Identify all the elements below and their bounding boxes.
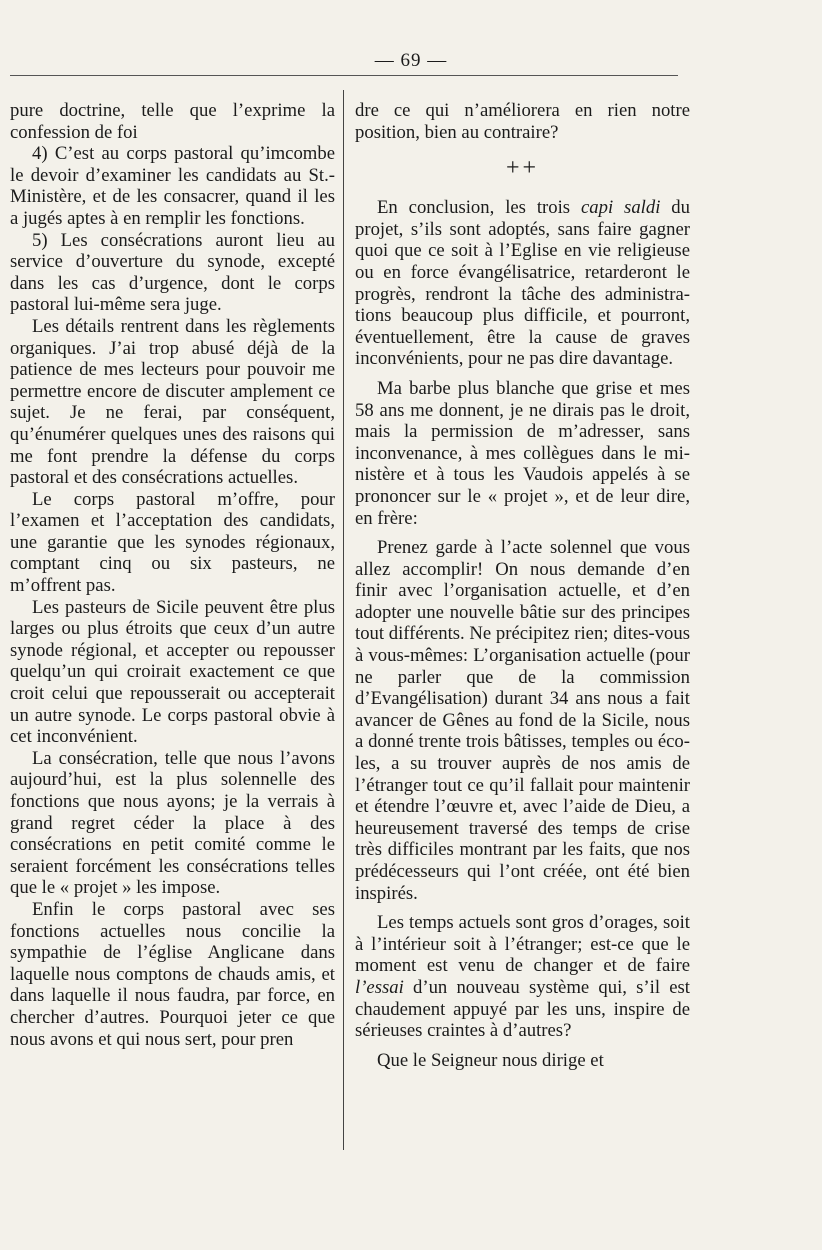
paragraph-continuation: dre ce qui n’améliorera en rien notre position, bien au contraire? [355, 100, 690, 143]
paragraph-anglican-church: Enfin le corps pastoral avec ses fonctions actuelles nous concilie la sympathie de l’église Anglicane dans laquelle nous comptons de chauds amis, et dans laquelle il nous faudra, par force, en chercher d’autres. Pourquoi jeter ce que nous avons et qui nous sert, pour pren [10, 898, 335, 1050]
paragraph-current-times: Les temps actuels sont gros d’orages, soit à l’intérieur soit à l’étranger; est-ce que le moment est venu de changer et de faire l’essai d’un nouveau système qui, s’il est chaudement appuyé par les uns, inspire de sérieuses craintes à d’autres? [355, 912, 690, 1042]
paragraph-beard: Ma barbe plus blanche que grise et mes 58 ans me donnent, je ne dirais pas le droit, mais la permission de m’adresser, sans inconvenance, à mes collègues dans le ministère et à tous les Vaudois appelés à se prononcer sur le « projet », et de leur dire, en frère: [355, 377, 690, 529]
paragraph-warning: Prenez garde à l’acte solennel que vous allez accomplir! On nous demande d’en finir avec l’organisation actuelle, et d’en adopter une nouvelle bâtie sur des principes tout différents. Ne précipitez rien; dites-vous à vous-mêmes: L’organisation actuelle (pour ne parler que de la commission d’Evangélisation) durant 34 ans nous a fait avancer de Gênes au fond de la Sicile, nous a donné trente trois bâtisses, temples ou écoles, a su trouver auprès de nos amis de l’étranger tout ce qu’il fallait pour maintenir et étendre l’œuvre et, avec l’aide de Dieu, a heureusement traversé des temps de crise très difficiles montrant par les faits, que nos prédécesseurs qui l’ont créée, ont été bien inspirés. [355, 537, 690, 904]
section-separator: ++ [505, 155, 540, 182]
paragraph-conclusion: En conclusion, les trois capi saldi du projet, s’ils sont adoptés, sans faire gagner quoi que ce soit à l’Eglise en vie religieuse ou en force évangélisatrice, retarderont le progrès, rendront la tâche des administrations beaucoup plus difficile, et pourront, éventuellement, être la cause de graves inconvénients, pour ne pas dire davantage. [355, 197, 690, 370]
column-divider [343, 90, 344, 1150]
paragraph-article-5: 5) Les consécrations auront lieu au service d’ouverture du synode, excepté dans les cas d’urgence, dont le corps pastoral lui-même sera juge. [10, 229, 335, 316]
paragraph-consecration: La consécration, telle que nous l’avons aujourd’hui, est la plus solennelle des fonctions que nous ayons; je la verrais à grand regret céder la place à des consécrations en petit comité comme le seraient forcément les consécrations telles que le « projet » les impose. [10, 747, 335, 899]
paragraph-details: Les détails rentrent dans les règlements organiques. J’ai trop abusé déjà de la patience de mes lecteurs pour pouvoir me permettre encore de discuter amplement ce sujet. Je ne ferai, par conséquent, qu’énumérer quelques unes des raisons qui me font prendre la défense du corps pastoral et des consécrations actuelles. [10, 315, 335, 489]
italic-term: capi saldi [580, 197, 661, 219]
header-rule [10, 75, 678, 76]
right-column [355, 100, 690, 1071]
paragraph-sicily-pastors: Les pasteurs de Sicile peuvent être plus larges ou plus étroits que ceux d’un autre synode régional, et accepter ou repousser quelqu’un qui croirait exactement ce que croit celui que repousserait ou accepterait un autre synode. Le corps pastoral obvie à cet inconvénient. [10, 596, 335, 748]
paragraph-closing: Que le Seigneur nous dirige et [377, 1049, 604, 1071]
italic-term: l’essai [355, 976, 404, 998]
page-number: — 69 — [374, 50, 448, 71]
paragraph-article-4: 4) C’est au corps pastoral qu’imcombe le devoir d’examiner les candidats au St.-Ministère, et de les consacrer, quand il les a jugés aptes à en remplir les fonctions. [10, 143, 335, 229]
left-column [10, 100, 335, 1050]
paragraph-guarantee: Le corps pastoral m’offre, pour l’examen et l’acceptation des candidats, une garantie que les synodes régionaux, comptant cinq ou six pasteurs, ne m’offrent pas. [10, 488, 335, 597]
paragraph-continued: pure doctrine, telle que l’exprime la confession de foi [10, 100, 335, 143]
